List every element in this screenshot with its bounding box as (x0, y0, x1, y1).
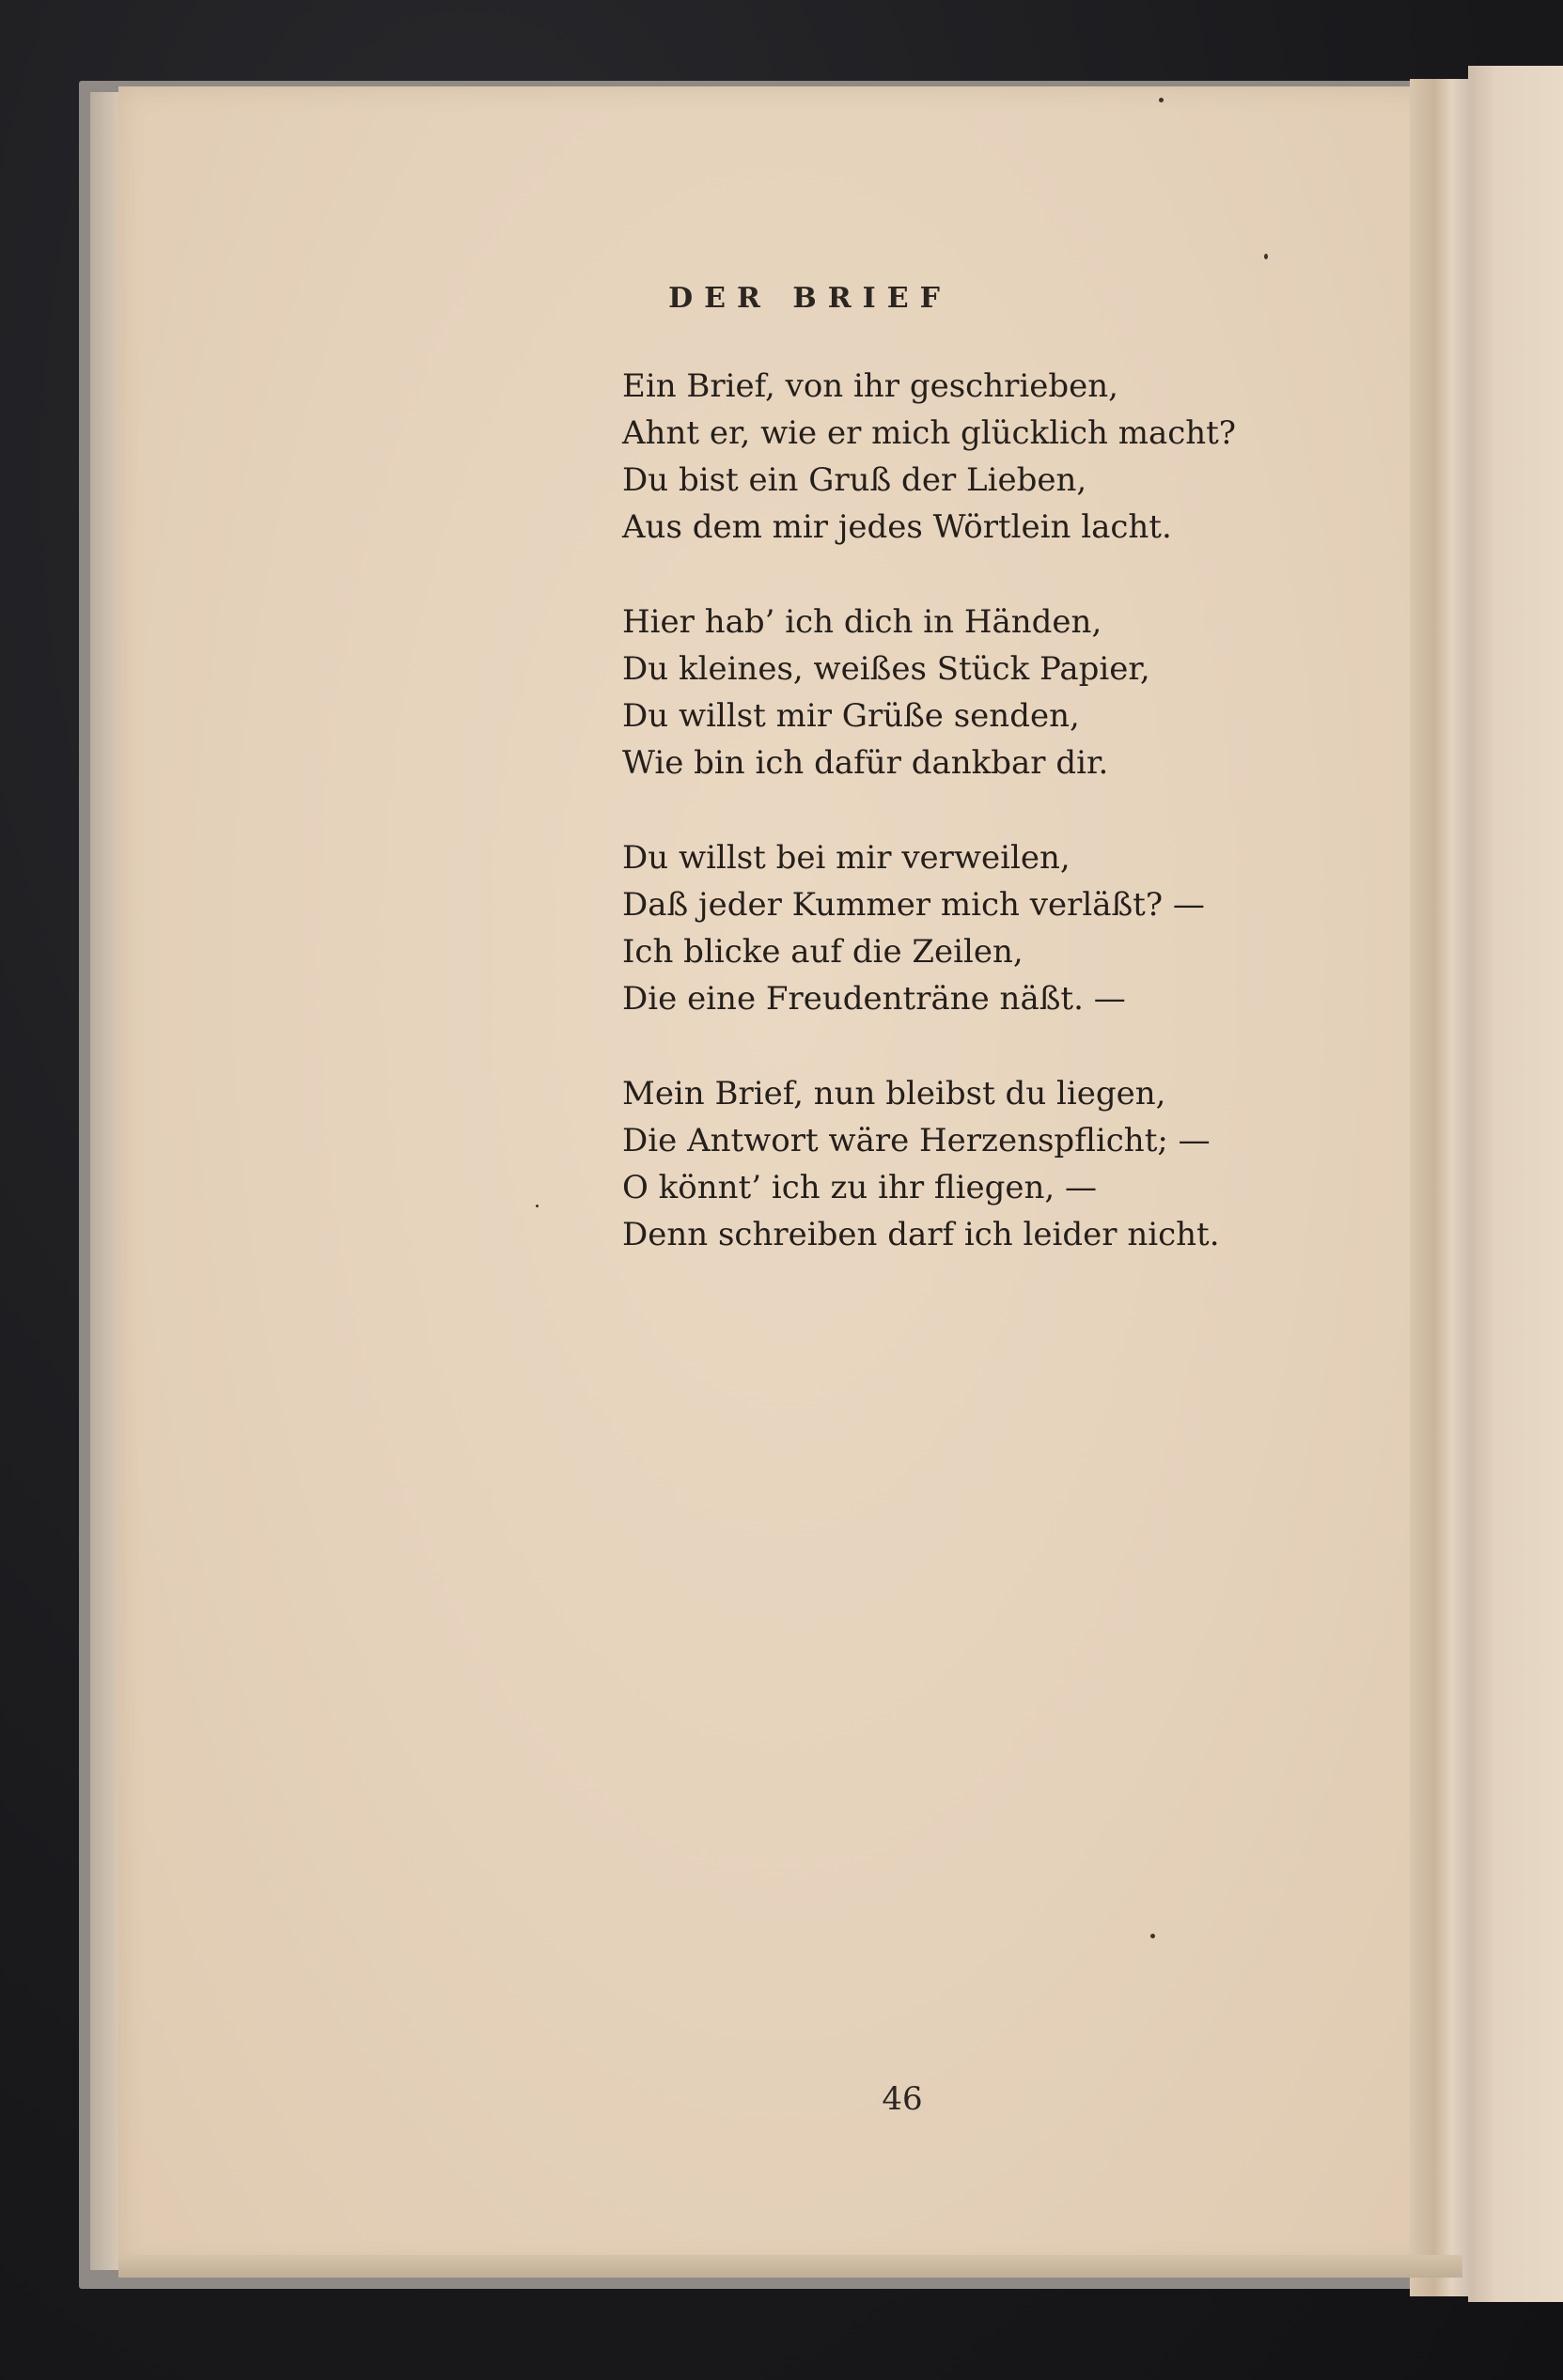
poem-line: Mein Brief, nun bleibst du liegen, (622, 1075, 1166, 1112)
poem-line: Denn schreiben darf ich leider nicht. (622, 1216, 1220, 1253)
poem-line: Aus dem mir jedes Wörtlein lacht. (622, 508, 1172, 546)
poem-body (622, 363, 1236, 1306)
poem-line: Hier hab’ ich dich in Händen, (622, 603, 1102, 641)
poem-line: Die Antwort wäre Herzenspflicht; — (622, 1122, 1211, 1159)
poem-line: Du bist ein Gruß der Lieben, (622, 461, 1087, 499)
paper-speck (536, 1205, 539, 1207)
book-gutter (1410, 79, 1470, 2296)
facing-page (1468, 66, 1563, 2302)
paper-speck (1150, 1934, 1155, 1938)
paper-speck (1159, 98, 1164, 102)
poem-line: Du willst mir Grüße senden, (622, 697, 1080, 735)
poem-title: DER BRIEF (668, 282, 951, 315)
stanza (622, 1070, 1236, 1258)
stanza (622, 599, 1236, 786)
page-edges-bottom (118, 2255, 1462, 2278)
poem-line: Ahnt er, wie er mich glücklich macht? (622, 414, 1237, 452)
poem-line: Die eine Freudenträne näßt. — (622, 980, 1126, 1018)
page-number: 46 (882, 2080, 923, 2118)
poem-line: Daß jeder Kummer mich verläßt? — (622, 886, 1205, 924)
stanza (622, 363, 1236, 551)
stanza (622, 834, 1236, 1022)
poem-line: Ich blicke auf die Zeilen, (622, 933, 1024, 971)
poem-line: Wie bin ich dafür dankbar dir. (622, 744, 1109, 782)
poem-line: O könnt’ ich zu ihr fliegen, — (622, 1169, 1097, 1206)
poem-line: Ein Brief, von ihr geschrieben, (622, 367, 1118, 405)
poem-line: Du kleines, weißes Stück Papier, (622, 650, 1150, 688)
poem-line: Du willst bei mir verweilen, (622, 839, 1071, 877)
paper-speck (1264, 254, 1268, 259)
